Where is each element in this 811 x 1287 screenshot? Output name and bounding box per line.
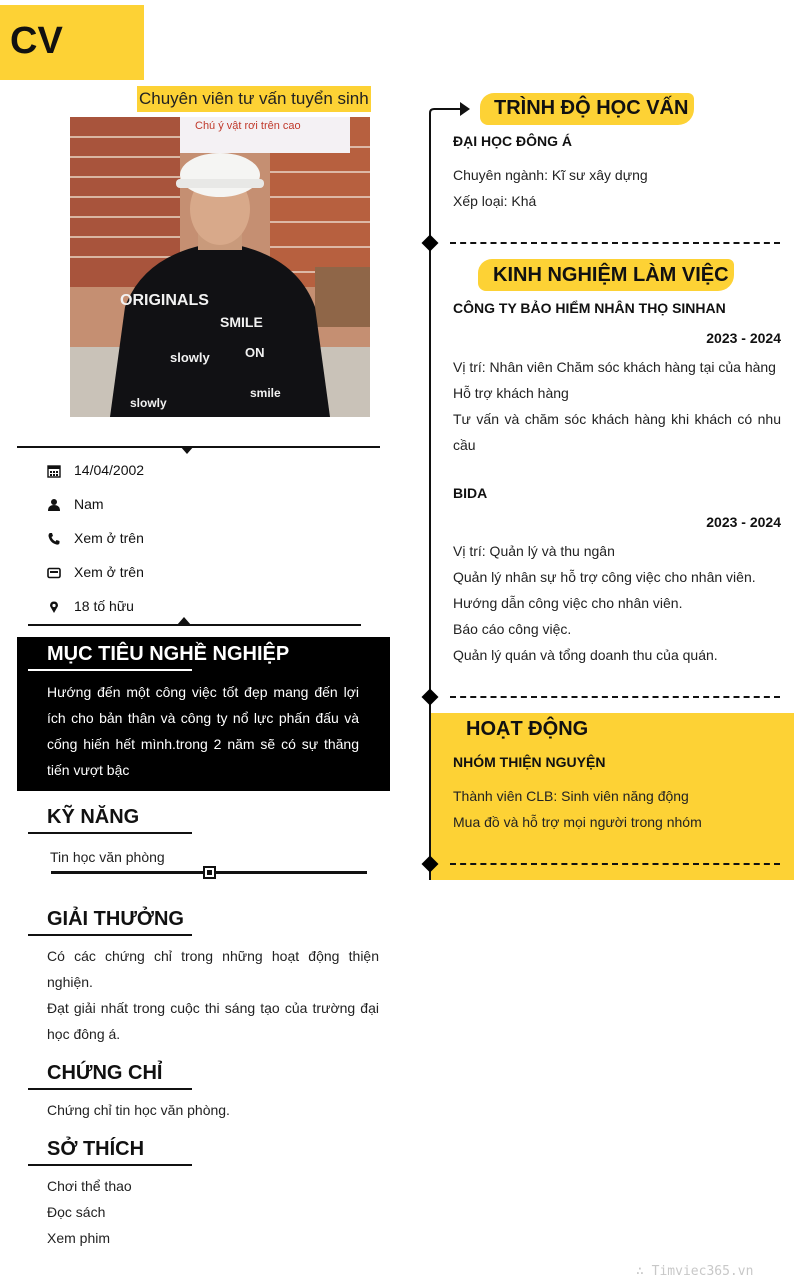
- job-detail-line: Vị trí: Nhân viên Chăm sóc khách hàng tại của hàng: [453, 359, 776, 375]
- divider-line: [17, 446, 380, 448]
- job-details: [453, 538, 781, 668]
- divider-caret-down: [180, 446, 194, 454]
- section-separator: [450, 863, 780, 865]
- calendar-icon: [47, 463, 61, 477]
- awards-underline: [28, 934, 192, 936]
- contact-gender: [47, 494, 104, 514]
- section-separator: [450, 242, 780, 244]
- job-detail-line: Báo cáo công việc.: [453, 621, 572, 637]
- career-objective-underline: [28, 669, 192, 671]
- education-school: ĐẠI HỌC ĐÔNG Á: [453, 133, 572, 149]
- job-detail-line: Tư vấn và chăm sóc khách hàng khi khách có nhu cầu: [453, 411, 781, 453]
- watermark: ∴ Timviec365.vn: [636, 1264, 754, 1279]
- job-detail-line: Quản lý quán và tổng doanh thu của quán.: [453, 647, 718, 663]
- contact-phone: [47, 528, 144, 548]
- activity-line: Mua đồ và hỗ trợ mọi người trong nhóm: [453, 814, 702, 830]
- job-company: CÔNG TY BẢO HIỂM NHÂN THỌ SINHAN: [453, 300, 726, 316]
- timeline-line: [429, 117, 431, 880]
- location-icon: [47, 599, 61, 613]
- education-details: [453, 162, 648, 214]
- career-objective-text: Hướng đến một công việc tốt đẹp mang đến lợi ích cho bản thân và công ty nổ lực phấn đấu và cống hiến hết mình.trong 2 năm sẽ có sự thăng tiến vượt bậc: [47, 684, 359, 778]
- phone-icon: [47, 531, 61, 545]
- contact-phone-value: Xem ở trên: [74, 530, 144, 546]
- divider-line: [28, 624, 361, 626]
- awards-list: [47, 943, 379, 1047]
- timeline-arrow-icon: [428, 99, 472, 121]
- certificate-item: Chứng chỉ tin học văn phòng.: [47, 1102, 230, 1118]
- svg-text:ON: ON: [245, 345, 265, 360]
- job-company: BIDA: [453, 485, 488, 501]
- certificates-underline: [28, 1088, 192, 1090]
- svg-text:slowly: slowly: [170, 350, 210, 365]
- education-title: TRÌNH ĐỘ HỌC VẤN: [494, 97, 689, 119]
- contact-gender-value: Nam: [74, 496, 104, 512]
- contact-email-value: Xem ở trên: [74, 564, 144, 580]
- timeline-diamond: [422, 689, 439, 706]
- activities-details: [453, 783, 702, 835]
- contact-address-value: 18 tố hữu: [74, 598, 134, 614]
- hobbies-title: SỞ THÍCH: [47, 1138, 145, 1160]
- skills-underline: [28, 832, 192, 834]
- profile-photo: [70, 117, 370, 417]
- contact-birthday: [47, 460, 144, 480]
- hobby-item: Chơi thể thao: [47, 1178, 132, 1194]
- svg-text:slowly: slowly: [130, 396, 167, 410]
- hobbies-underline: [28, 1164, 192, 1166]
- award-item: Có các chứng chỉ trong những hoạt động thiện nghiện.: [47, 948, 379, 990]
- activity-line: Thành viên CLB: Sinh viên năng động: [453, 788, 689, 804]
- certificates-title: CHỨNG CHỈ: [47, 1062, 163, 1084]
- experience-title: KINH NGHIỆM LÀM VIỆC: [493, 264, 729, 286]
- profile-photo-illustration: [70, 117, 370, 417]
- job-details: [453, 354, 781, 458]
- timeline-diamond: [422, 235, 439, 252]
- svg-text:smile: smile: [250, 386, 281, 400]
- cv-label: CV: [10, 20, 63, 62]
- activities-title: HOẠT ĐỘNG: [466, 718, 589, 740]
- career-objective-section: [17, 637, 390, 791]
- job-detail-line: Hỗ trợ khách hàng: [453, 385, 569, 401]
- job-period: 2023 - 2024: [706, 514, 781, 530]
- contact-address: [47, 596, 134, 616]
- hobby-item: Xem phim: [47, 1230, 111, 1246]
- award-item: Đạt giải nhất trong cuộc thi sáng tạo của trường đại học đông á.: [47, 1000, 379, 1042]
- skill-level-marker: [203, 866, 216, 879]
- hobby-item: Đọc sách: [47, 1204, 106, 1220]
- skill-bar: [51, 871, 367, 874]
- email-icon: [47, 565, 61, 579]
- svg-text:SMILE: SMILE: [220, 314, 263, 330]
- job-detail-line: Vị trí: Quản lý và thu ngân: [453, 543, 615, 559]
- job-detail-line: Quản lý nhân sự hỗ trợ công việc cho nhân viên.: [453, 569, 756, 585]
- svg-text:ORIGINALS: ORIGINALS: [120, 292, 209, 309]
- activities-org: NHÓM THIỆN NGUYỆN: [453, 754, 606, 770]
- career-objective-title: MỤC TIÊU NGHỀ NGHIỆP: [47, 643, 290, 665]
- skills-title: KỸ NĂNG: [47, 806, 140, 828]
- section-separator: [450, 696, 780, 698]
- contact-birthday-value: 14/04/2002: [74, 462, 145, 478]
- user-icon: [47, 497, 61, 511]
- education-line: Xếp loại: Khá: [453, 193, 537, 209]
- contact-email: [47, 562, 144, 582]
- awards-title: GIẢI THƯỞNG: [47, 908, 184, 930]
- svg-text:Chú ý vật rơi trên cao: Chú ý vật rơi trên cao: [195, 120, 301, 132]
- job-period: 2023 - 2024: [706, 330, 781, 346]
- skill-name: Tin học văn phòng: [50, 849, 165, 865]
- hobbies-list: [47, 1173, 132, 1251]
- job-title: Chuyên viên tư vấn tuyển sinh: [137, 86, 371, 112]
- education-line: Chuyên ngành: Kĩ sư xây dựng: [453, 167, 648, 183]
- job-detail-line: Hướng dẫn công việc cho nhân viên.: [453, 595, 683, 611]
